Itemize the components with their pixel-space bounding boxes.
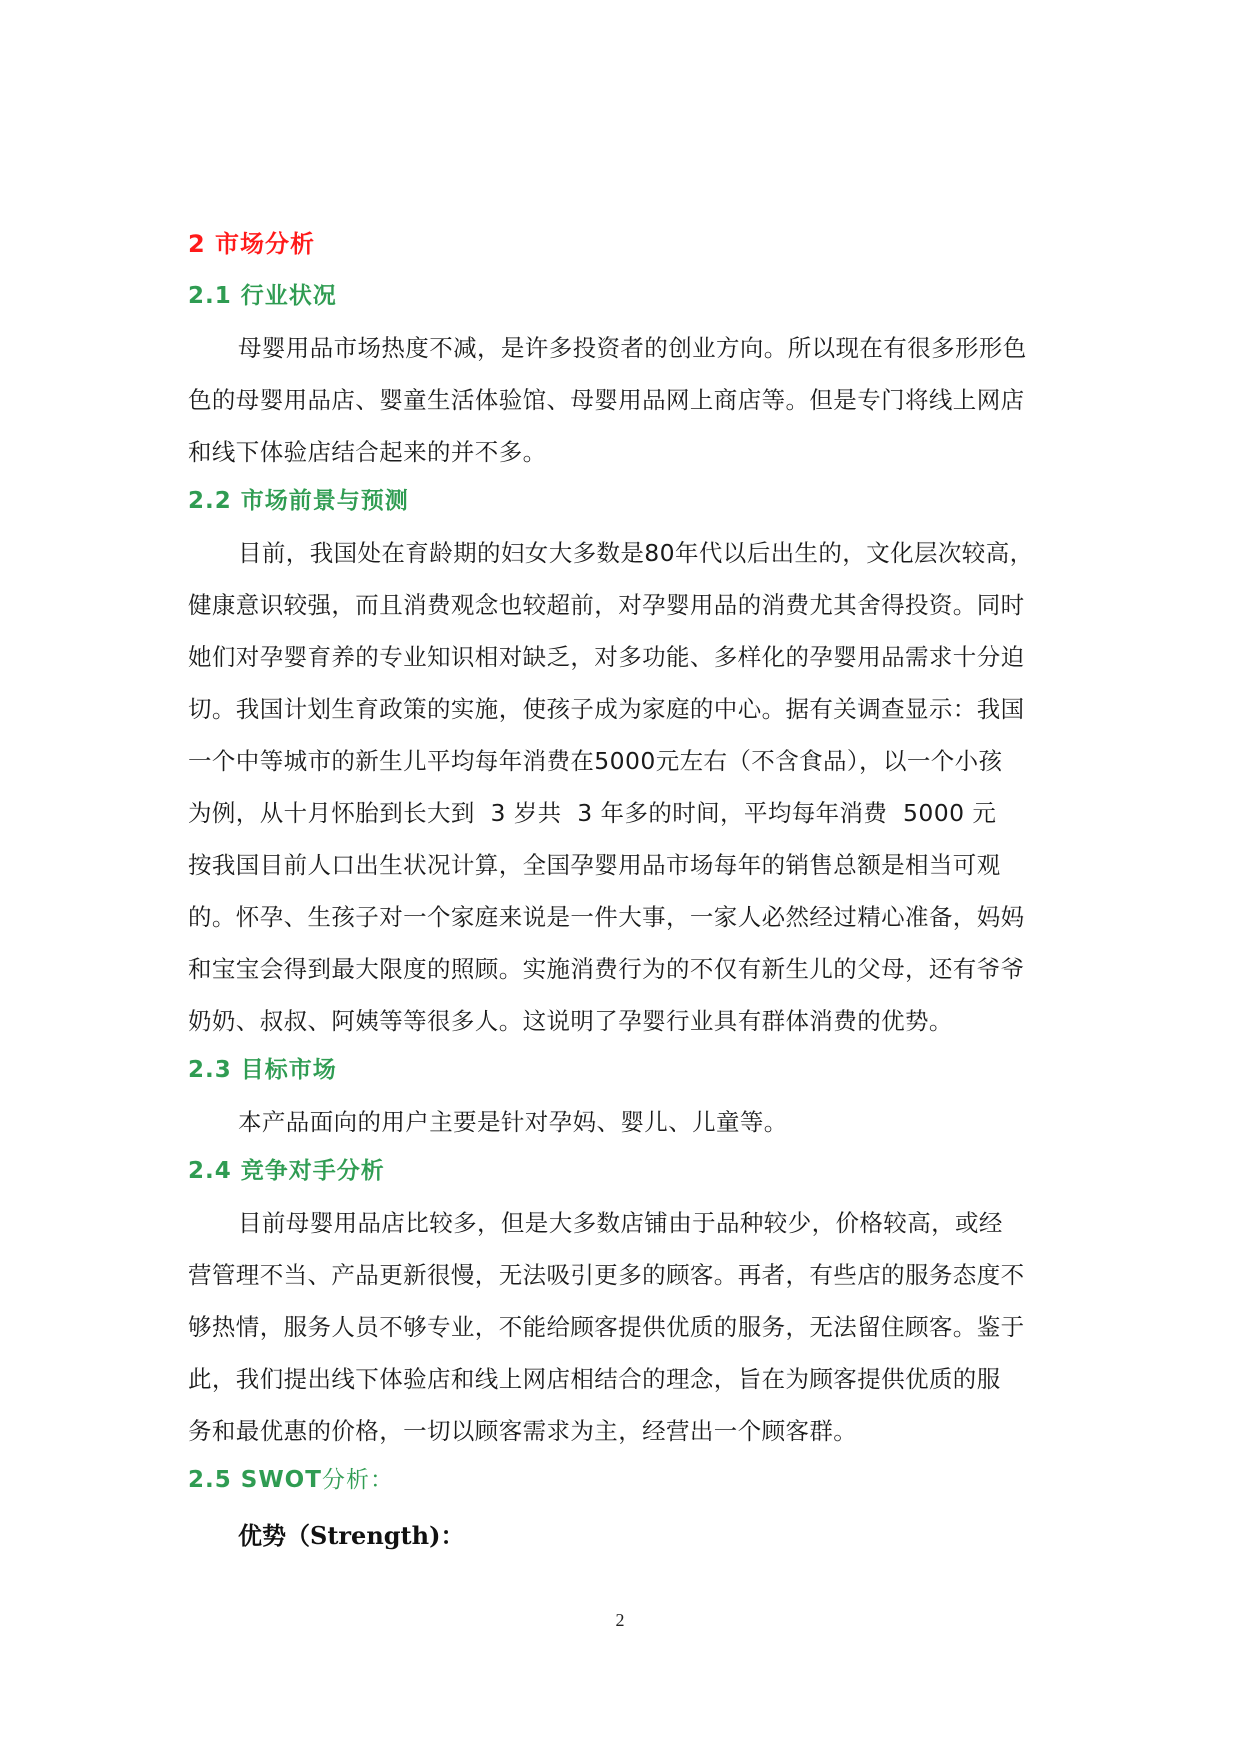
- paragraph-target-market: [188, 1096, 1058, 1148]
- text-line: 健康意识较强，而且消费观念也较超前，对孕婴用品的消费尤其舍得投资。同时: [188, 591, 1025, 619]
- swot-heading-text: 分析：: [321, 1467, 394, 1493]
- paragraph-market-outlook: [188, 527, 1058, 1047]
- text-line: 切。我国计划生育政策的实施，使孩子成为家庭的中心。据有关调查显示：我国: [188, 695, 1025, 723]
- text-line: 营管理不当、产品更新很慢，无法吸引更多的顾客。再者，有些店的服务态度不: [188, 1261, 1025, 1289]
- text-line: 母婴用品市场热度不减，是许多投资者的创业方向。所以现在有很多形形色: [238, 334, 1027, 362]
- text-line: 本产品面向的用户主要是针对孕妈、婴儿、儿童等。: [238, 1108, 788, 1136]
- text-line: 奶奶、叔叔、阿姨等等很多人。这说明了孕婴行业具有群体消费的优势。: [188, 1007, 953, 1035]
- section-heading-2-4: 2.4 竞争对手分析: [188, 1158, 385, 1184]
- text-line: 目前，我国处在育龄期的妇女大多数是80年代以后出生的，文化层次较高，: [238, 539, 1034, 567]
- page-number: 2: [615, 1610, 625, 1630]
- text-line: 她们对孕婴育养的专业知识相对缺乏，对多功能、多样化的孕婴用品需求十分迫: [188, 643, 1025, 671]
- section-heading-2-1: 2.1 行业状况: [188, 283, 337, 309]
- text-line: 一个中等城市的新生儿平均每年消费在5000元左右（不含食品），以一个小孩: [188, 747, 1003, 775]
- text-line: 目前母婴用品店比较多，但是大多数店铺由于品种较少，价格较高，或经: [238, 1209, 1003, 1237]
- paragraph-competitor-analysis: [188, 1197, 1058, 1457]
- strength-subheading: 优势（Strength)：: [238, 1521, 465, 1550]
- section-heading-2-5: [188, 1462, 1058, 1498]
- text-line: 和宝宝会得到最大限度的照顾。实施消费行为的不仅有新生儿的父母，还有爷爷: [188, 955, 1025, 983]
- swot-heading-number: 2.5 SWOT: [188, 1467, 322, 1493]
- text-line: 色的母婴用品店、婴童生活体验馆、母婴用品网上商店等。但是专门将线上网店: [188, 386, 1025, 414]
- section-heading-2-3: 2.3 目标市场: [188, 1057, 337, 1083]
- page-content: [188, 226, 1058, 1556]
- section-heading-2-2: 2.2 市场前景与预测: [188, 488, 409, 514]
- text-line: 和线下体验店结合起来的并不多。: [188, 438, 547, 466]
- text-line: 此，我们提出线下体验店和线上网店相结合的理念，旨在为顾客提供优质的服: [188, 1365, 1001, 1393]
- text-line: 够热情，服务人员不够专业，不能给顾客提供优质的服务，无法留住顾客。鉴于: [188, 1313, 1025, 1341]
- paragraph-industry-status: [188, 322, 1058, 478]
- text-line: 为例，从十月怀胎到长大到 3 岁共 3 年多的时间，平均每年消费 5000 元: [188, 799, 997, 827]
- chapter-heading: 2 市场分析: [188, 230, 316, 258]
- text-line: 务和最优惠的价格，一切以顾客需求为主，经营出一个顾客群。: [188, 1417, 858, 1445]
- text-line: 的。怀孕、生孩子对一个家庭来说是一件大事，一家人必然经过精心准备，妈妈: [188, 903, 1025, 931]
- text-line: 按我国目前人口出生状况计算，全国孕婴用品市场每年的销售总额是相当可观: [188, 851, 1001, 879]
